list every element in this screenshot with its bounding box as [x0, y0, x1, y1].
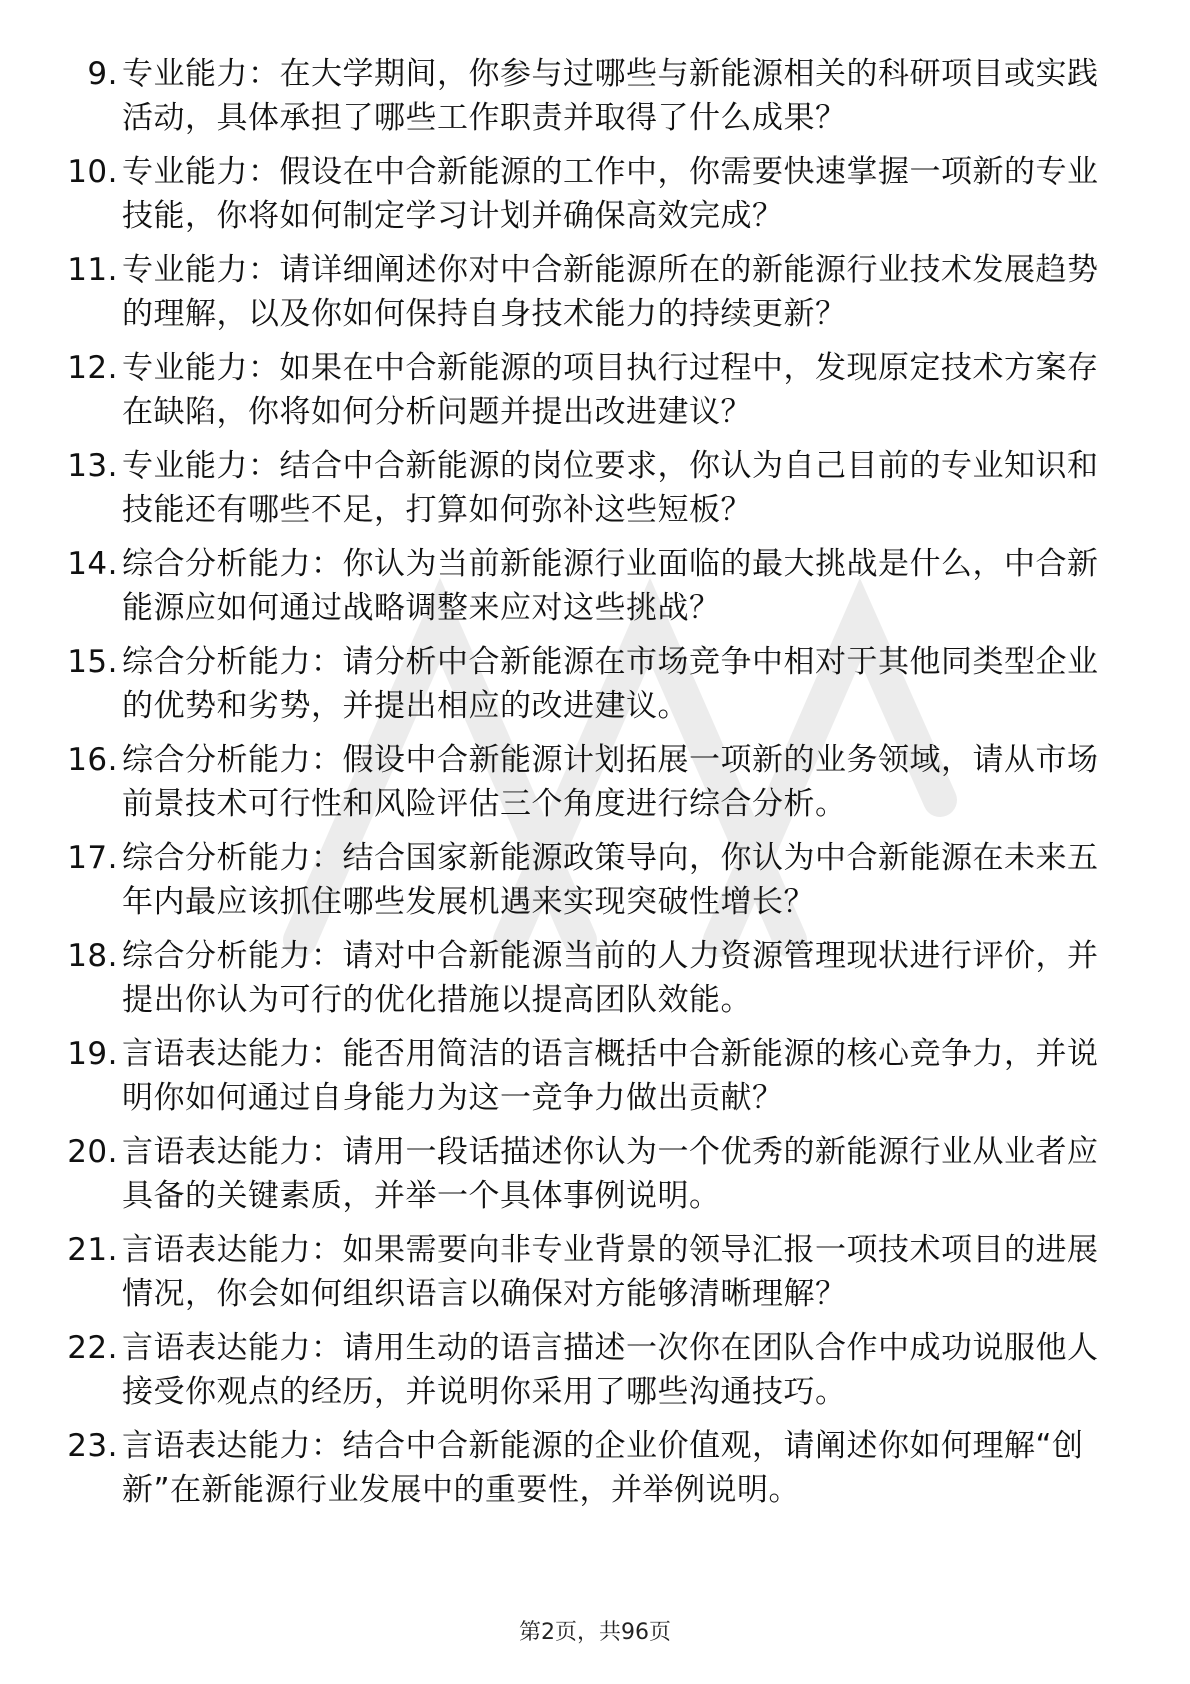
question-number: 19. [67, 1036, 118, 1072]
question-item [58, 934, 1118, 1022]
question-text: 言语表达能力：请用一段话描述你认为一个优秀的新能源行业从业者应具备的关键素质，并举一个具体事例说明。 [122, 1134, 1099, 1214]
question-text: 专业能力：请详细阐述你对中合新能源所在的新能源行业技术发展趋势的理解，以及你如何保持自身技术能力的持续更新？ [122, 252, 1099, 332]
question-number: 16. [67, 742, 118, 778]
question-text: 专业能力：如果在中合新能源的项目执行过程中，发现原定技术方案存在缺陷，你将如何分析问题并提出改进建议？ [122, 350, 1099, 430]
question-text: 言语表达能力：结合中合新能源的企业价值观，请阐述你如何理解“创新”在新能源行业发展中的重要性，并举例说明。 [122, 1428, 1084, 1508]
question-number: 13. [67, 448, 118, 484]
question-item [58, 1130, 1118, 1218]
question-number: 23. [67, 1428, 118, 1464]
question-item [58, 52, 1118, 140]
question-number: 18. [67, 938, 118, 974]
question-number: 21. [67, 1232, 118, 1268]
question-item [58, 346, 1118, 434]
question-text: 专业能力：结合中合新能源的岗位要求，你认为自己目前的专业知识和技能还有哪些不足，打算如何弥补这些短板？ [122, 448, 1099, 528]
question-text: 言语表达能力：能否用简洁的语言概括中合新能源的核心竞争力，并说明你如何通过自身能力为这一竞争力做出贡献？ [122, 1036, 1099, 1116]
question-item [58, 836, 1118, 924]
question-text: 专业能力：假设在中合新能源的工作中，你需要快速掌握一项新的专业技能，你将如何制定学习计划并确保高效完成？ [122, 154, 1099, 234]
question-item [58, 640, 1118, 728]
question-text: 言语表达能力：请用生动的语言描述一次你在团队合作中成功说服他人接受你观点的经历，并说明你采用了哪些沟通技巧。 [122, 1330, 1099, 1410]
question-text: 综合分析能力：假设中合新能源计划拓展一项新的业务领域，请从市场前景技术可行性和风险评估三个角度进行综合分析。 [122, 742, 1099, 822]
question-item [58, 1326, 1118, 1414]
question-number: 14. [67, 546, 118, 582]
page-footer: 第2页，共96页 [519, 1620, 671, 1645]
question-text: 专业能力：在大学期间，你参与过哪些与新能源相关的科研项目或实践活动，具体承担了哪些工作职责并取得了什么成果？ [122, 56, 1099, 136]
question-item [58, 248, 1118, 336]
question-number: 22. [67, 1330, 118, 1366]
question-item [58, 444, 1118, 532]
question-number: 17. [67, 840, 118, 876]
question-item [58, 1228, 1118, 1316]
question-number: 20. [67, 1134, 118, 1170]
question-item [58, 1424, 1118, 1512]
question-item [58, 542, 1118, 630]
question-item [58, 1032, 1118, 1120]
question-text: 综合分析能力：你认为当前新能源行业面临的最大挑战是什么，中合新能源应如何通过战略调整来应对这些挑战？ [122, 546, 1099, 626]
question-list [58, 52, 1118, 1522]
question-number: 12. [67, 350, 118, 386]
question-number: 11. [67, 252, 118, 288]
question-number: 10. [67, 154, 118, 190]
question-item [58, 150, 1118, 238]
question-number: 9. [87, 56, 118, 92]
question-text: 言语表达能力：如果需要向非专业背景的领导汇报一项技术项目的进展情况，你会如何组织语言以确保对方能够清晰理解？ [122, 1232, 1099, 1312]
question-text: 综合分析能力：请分析中合新能源在市场竞争中相对于其他同类型企业的优势和劣势，并提出相应的改进建议。 [122, 644, 1099, 724]
question-number: 15. [67, 644, 118, 680]
question-text: 综合分析能力：请对中合新能源当前的人力资源管理现状进行评价，并提出你认为可行的优化措施以提高团队效能。 [122, 938, 1099, 1018]
question-item [58, 738, 1118, 826]
question-text: 综合分析能力：结合国家新能源政策导向，你认为中合新能源在未来五年内最应该抓住哪些发展机遇来实现突破性增长？ [122, 840, 1099, 920]
